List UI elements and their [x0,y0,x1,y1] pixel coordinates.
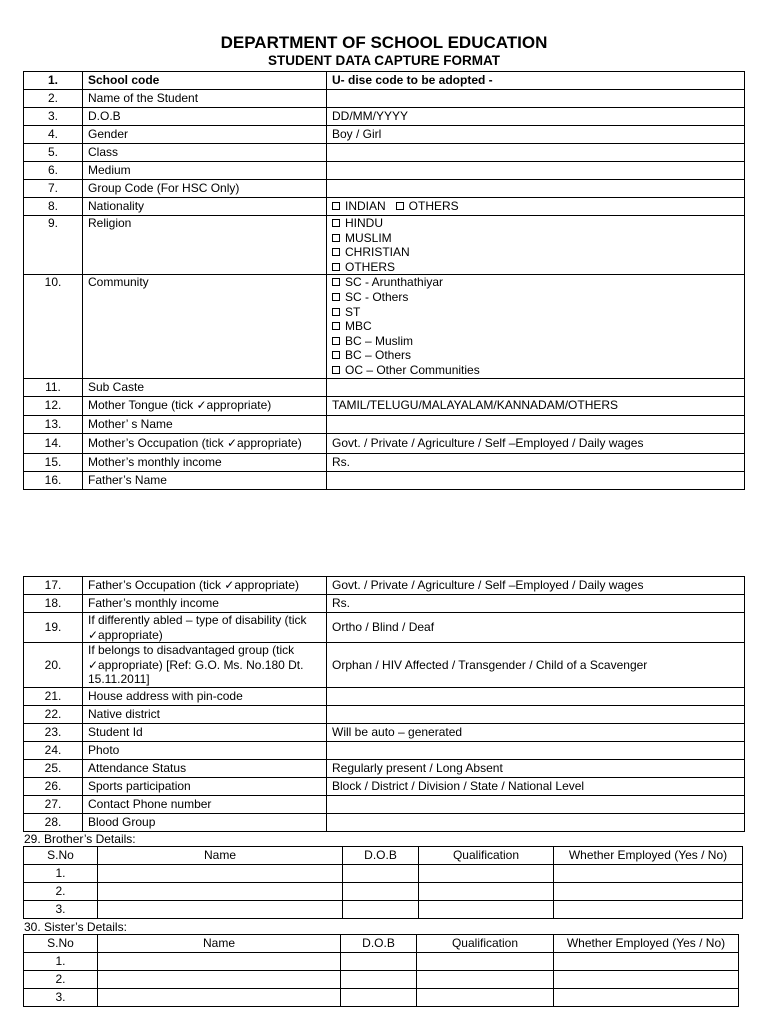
column-header: Name [98,847,343,865]
field-label: D.O.B [83,108,327,126]
field-label: Student Id [83,723,327,741]
empty-cell [554,865,743,883]
field-label: Mother’ s Name [83,415,327,433]
sisters-details-table [23,934,739,1007]
field-value [327,741,745,759]
row-number: 2. [24,883,98,901]
column-header: Qualification [419,847,554,865]
row-number: 6. [24,162,83,180]
empty-cell [343,901,419,919]
field-label: Father’s Name [83,471,327,489]
row-number: 12. [24,396,83,415]
field-label: Mother’s Occupation (tick ✓appropriate) [83,433,327,453]
row-number: 13. [24,415,83,433]
checkbox-icon[interactable] [332,219,340,227]
column-header: Qualification [417,935,554,953]
checkbox-icon[interactable] [332,293,340,301]
form-row [24,396,745,415]
row-number: 19. [24,613,83,643]
field-value [327,415,745,433]
option-label: ST [345,304,361,319]
form-row [24,126,745,144]
field-label: Sports participation [83,777,327,795]
row-number: 2. [24,90,83,108]
table-row [24,971,739,989]
field-label: Mother Tongue (tick ✓appropriate) [83,396,327,415]
field-value: Rs. [327,453,745,471]
row-number: 1. [24,865,98,883]
checkbox-option[interactable] [332,319,739,334]
row-number: 8. [24,198,83,216]
form-row [24,723,745,741]
option-label: OC – Other Communities [345,362,480,377]
header-row [24,935,739,953]
form-row [24,415,745,433]
field-label: Nationality [83,198,327,216]
field-label: Name of the Student [83,90,327,108]
form-row [24,216,745,275]
form-row [24,741,745,759]
field-value [327,180,745,198]
table-row [24,953,739,971]
option-label: SC - Others [345,289,409,304]
option-label: BC – Others [345,348,412,363]
form-row [24,777,745,795]
empty-cell [554,953,739,971]
row-number: 18. [24,595,83,613]
row-number: 27. [24,795,83,813]
field-value [327,795,745,813]
checkbox-icon[interactable] [332,263,340,271]
empty-cell [98,865,343,883]
field-label: School code [83,72,327,90]
row-number: 26. [24,777,83,795]
empty-cell [98,971,341,989]
option-label: MBC [345,319,372,334]
form-row [24,813,745,831]
option-label: OTHERS [345,259,396,274]
field-label: Religion [83,216,327,275]
form-row [24,180,745,198]
brothers-details-table [23,846,743,919]
empty-cell [417,989,554,1007]
empty-cell [98,901,343,919]
option-label: HINDU [345,216,383,230]
form-row [24,759,745,777]
row-number: 3. [24,108,83,126]
checkbox-icon[interactable] [332,248,340,256]
field-value [327,687,745,705]
field-label: Gender [83,126,327,144]
field-value [327,198,745,216]
option-label: INDIAN [345,199,386,214]
form-row [24,433,745,453]
empty-cell [419,883,554,901]
row-number: 5. [24,144,83,162]
field-label: Class [83,144,327,162]
field-value: Orphan / HIV Affected / Transgender / Child of a Scavenger [327,643,745,688]
row-number: 10. [24,275,83,378]
row-number: 7. [24,180,83,198]
empty-cell [98,989,341,1007]
field-value: U- dise code to be adopted - [327,72,745,90]
form-row [24,643,745,688]
empty-cell [554,901,743,919]
table-row [24,865,743,883]
checkbox-icon[interactable] [332,337,340,345]
checkbox-icon[interactable] [332,308,340,316]
field-value [327,144,745,162]
row-number: 3. [24,901,98,919]
field-value [327,90,745,108]
checkbox-option[interactable] [332,199,386,213]
checkbox-option[interactable] [332,275,739,290]
option-label: MUSLIM [345,230,392,245]
field-label: Community [83,275,327,378]
field-value: Rs. [327,595,745,613]
field-value [327,162,745,180]
option-label: CHRISTIAN [345,245,410,260]
field-label: House address with pin-code [83,687,327,705]
empty-cell [554,883,743,901]
row-number: 28. [24,813,83,831]
field-label: Photo [83,741,327,759]
checkbox-icon[interactable] [332,366,340,374]
form-row [24,90,745,108]
empty-cell [98,953,341,971]
option-label: OTHERS [408,199,459,214]
checkbox-option[interactable] [332,231,739,246]
empty-cell [341,971,417,989]
checkbox-icon[interactable] [396,202,404,210]
empty-cell [419,865,554,883]
field-value: Govt. / Private / Agriculture / Self –Employed / Daily wages [327,433,745,453]
field-value: Boy / Girl [327,126,745,144]
student-details-table-part1 [23,71,745,490]
checkbox-icon[interactable] [332,351,340,359]
field-label: Contact Phone number [83,795,327,813]
column-header: D.O.B [343,847,419,865]
row-number: 15. [24,453,83,471]
checkbox-option[interactable] [332,334,739,349]
field-value: Govt. / Private / Agriculture / Self –Employed / Daily wages [327,577,745,595]
form-row [24,595,745,613]
brothers-details-caption: 29. Brother’s Details: [24,832,136,846]
field-label: Medium [83,162,327,180]
empty-cell [341,989,417,1007]
field-label: Father’s monthly income [83,595,327,613]
checkbox-option[interactable] [332,363,739,378]
column-header: Name [98,935,341,953]
checkbox-option[interactable] [396,199,459,213]
row-number: 14. [24,433,83,453]
field-value: TAMIL/TELUGU/MALAYALAM/KANNADAM/OTHERS [327,396,745,415]
form-row [24,471,745,489]
row-number: 24. [24,741,83,759]
checkbox-icon[interactable] [332,234,340,242]
option-label: BC – Muslim [345,333,414,348]
row-number: 3. [24,989,98,1007]
field-label: Mother’s monthly income [83,453,327,471]
field-label: Sub Caste [83,378,327,396]
form-subtitle: STUDENT DATA CAPTURE FORMAT [268,53,500,68]
form-row [24,275,745,378]
field-label: Attendance Status [83,759,327,777]
row-number: 1. [24,953,98,971]
form-row [24,108,745,126]
empty-cell [341,953,417,971]
student-details-table-part2 [23,576,745,832]
row-number: 16. [24,471,83,489]
form-row [24,705,745,723]
table-row [24,989,739,1007]
empty-cell [554,971,739,989]
table-row [24,883,743,901]
column-header: D.O.B [341,935,417,953]
checkbox-icon[interactable] [332,202,340,210]
empty-cell [343,865,419,883]
header-row [24,847,743,865]
form-row [24,453,745,471]
field-value: DD/MM/YYYY [327,108,745,126]
field-label: Native district [83,705,327,723]
checkbox-option[interactable] [332,305,739,320]
checkbox-icon[interactable] [332,278,340,286]
row-number: 4. [24,126,83,144]
option-label: SC - Arunthathiyar [345,275,444,290]
row-number: 21. [24,687,83,705]
field-value: Will be auto – generated [327,723,745,741]
field-label: If differently abled – type of disability (tick ✓appropriate) [83,613,327,643]
field-label: If belongs to disadvantaged group (tick ✓appropriate) [Ref: G.O. Ms. No.180 Dt. 15.11.2011] [83,643,327,688]
sisters-details-caption: 30. Sister’s Details: [24,920,127,934]
row-number: 17. [24,577,83,595]
column-header: Whether Employed (Yes / No) [554,935,739,953]
form-row [24,687,745,705]
empty-cell [417,953,554,971]
empty-cell [419,901,554,919]
row-number: 1. [24,72,83,90]
form-row [24,162,745,180]
row-number: 9. [24,216,83,275]
field-value [327,216,745,275]
row-number: 20. [24,643,83,688]
row-number: 2. [24,971,98,989]
field-value: Ortho / Blind / Deaf [327,613,745,643]
table-row [24,901,743,919]
form-row [24,613,745,643]
empty-cell [343,883,419,901]
checkbox-option[interactable] [332,290,739,305]
field-value: Regularly present / Long Absent [327,759,745,777]
row-number: 25. [24,759,83,777]
field-value [327,471,745,489]
row-number: 11. [24,378,83,396]
column-header: Whether Employed (Yes / No) [554,847,743,865]
field-label: Father’s Occupation (tick ✓appropriate) [83,577,327,595]
field-value [327,813,745,831]
form-row [24,72,745,90]
checkbox-option[interactable] [332,216,739,231]
checkbox-icon[interactable] [332,322,340,330]
empty-cell [554,989,739,1007]
row-number: 23. [24,723,83,741]
column-header: S.No [24,935,98,953]
form-row [24,795,745,813]
checkbox-option[interactable] [332,260,739,275]
field-label: Group Code (For HSC Only) [83,180,327,198]
field-value [327,705,745,723]
field-value [327,275,745,378]
form-row [24,144,745,162]
form-row [24,577,745,595]
field-value: Block / District / Division / State / National Level [327,777,745,795]
field-value [327,378,745,396]
column-header: S.No [24,847,98,865]
row-number: 22. [24,705,83,723]
checkbox-option[interactable] [332,348,739,363]
checkbox-option[interactable] [332,245,739,260]
form-row [24,378,745,396]
field-label: Blood Group [83,813,327,831]
empty-cell [417,971,554,989]
empty-cell [98,883,343,901]
form-row [24,198,745,216]
form-title: DEPARTMENT OF SCHOOL EDUCATION [220,33,548,52]
